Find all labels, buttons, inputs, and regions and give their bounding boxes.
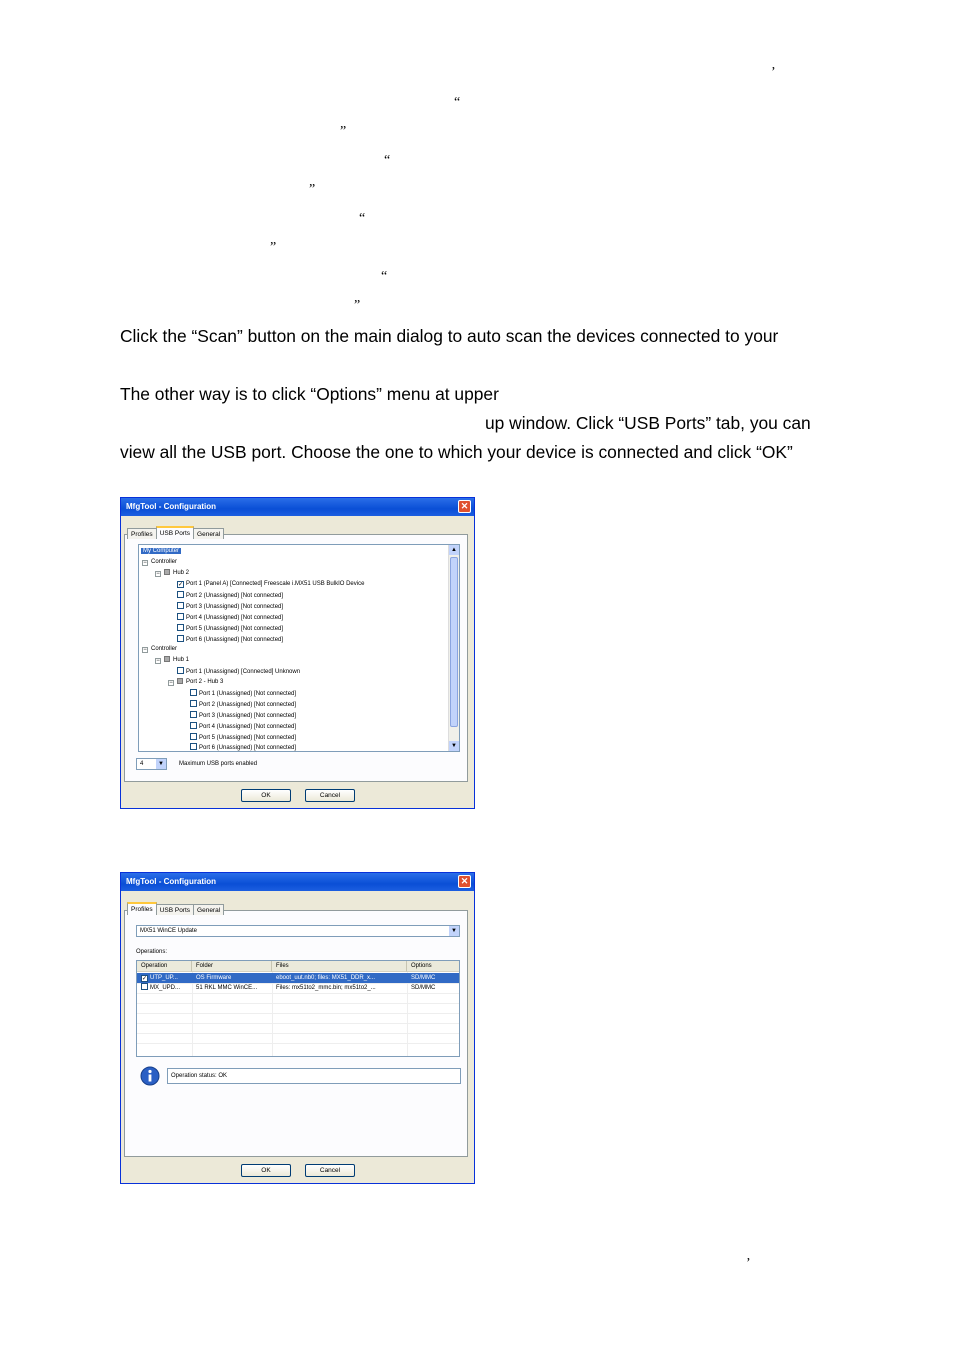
quote-mark: ”: [309, 182, 316, 197]
tab-strip: [127, 521, 223, 538]
checkbox-icon[interactable]: [177, 624, 184, 631]
checkbox-icon[interactable]: [190, 700, 197, 707]
max-ports-value: 4: [140, 761, 144, 767]
quote-mark: “: [381, 269, 388, 284]
scroll-thumb[interactable]: [450, 557, 458, 727]
tree-item-port[interactable]: ✓ Port 1 (Panel A) [Connected] Freescale i.MX51 USB BulkIO Device: [178, 581, 365, 588]
table-cell: SD/MMC: [411, 975, 436, 981]
hub-icon: [164, 569, 170, 575]
column-header[interactable]: Files: [272, 961, 407, 972]
ok-button[interactable]: OK: [241, 1164, 291, 1177]
paragraph-options: The other way is to click “Options” menu at upper: [120, 384, 499, 404]
tree-item-port[interactable]: Port 5 (Unassigned) [Not connected]: [177, 624, 283, 633]
close-icon[interactable]: ✕: [458, 500, 471, 513]
quote-mark: “: [454, 95, 461, 110]
tab-usb-ports[interactable]: USB Ports: [156, 904, 194, 915]
tree-item-port[interactable]: Port 3 (Unassigned) [Not connected]: [177, 602, 283, 611]
column-header[interactable]: Options: [407, 961, 460, 972]
tree-item-hub[interactable]: − Hub 2: [156, 570, 190, 577]
quote-mark: ”: [270, 240, 277, 255]
max-ports-label: Maximum USB ports enabled: [179, 761, 258, 767]
table-cell: OS Firmware: [196, 975, 232, 981]
tab-general[interactable]: General: [193, 904, 224, 915]
table-row[interactable]: ✓ UTP_UP...: [142, 975, 178, 982]
tab-usb-ports[interactable]: USB Ports: [156, 526, 194, 539]
column-header[interactable]: Operation: [137, 961, 192, 972]
collapse-icon[interactable]: −: [169, 680, 173, 686]
profile-select[interactable]: [136, 925, 460, 937]
tree-item-port[interactable]: Port 4 (Unassigned) [Not connected]: [177, 613, 283, 622]
hub-icon: [177, 678, 183, 684]
config-dialog-profiles: [120, 872, 475, 1184]
operations-label: Operations:: [136, 949, 168, 955]
tree-item-port[interactable]: Port 3 (Unassigned) [Not connected]: [190, 711, 296, 720]
tree-item-port[interactable]: Port 5 (Unassigned) [Not connected]: [190, 733, 296, 742]
tree-item-port[interactable]: Port 1 (Unassigned) [Connected] Unknown: [177, 667, 300, 676]
tree-item-port[interactable]: Port 4 (Unassigned) [Not connected]: [190, 722, 296, 731]
tab-general[interactable]: General: [193, 528, 224, 539]
tab-profiles[interactable]: Profiles: [127, 528, 157, 539]
checkbox-icon[interactable]: [177, 613, 184, 620]
quote-mark: ’: [746, 1256, 751, 1271]
checkbox-icon[interactable]: [177, 602, 184, 609]
operation-status-text: Operation status: OK: [171, 1073, 228, 1079]
operations-table[interactable]: [136, 960, 460, 1057]
checkbox-icon[interactable]: [190, 711, 197, 718]
checkbox-icon[interactable]: [177, 667, 184, 674]
checkbox-icon[interactable]: [190, 743, 197, 750]
quote-mark: ”: [340, 124, 347, 139]
paragraph-scan: Click the “Scan” button on the main dialog to auto scan the devices connected to your: [120, 326, 779, 346]
table-cell: SD/MMC: [411, 985, 436, 991]
tree-item-port[interactable]: Port 2 (Unassigned) [Not connected]: [190, 700, 296, 709]
quote-mark: ’: [771, 65, 776, 80]
profile-value: MX51 WinCE Update: [140, 928, 198, 934]
tree-item-port[interactable]: Port 6 (Unassigned) [Not connected]: [190, 743, 296, 752]
config-dialog-usb-ports: [120, 497, 475, 809]
cancel-button[interactable]: Cancel: [305, 789, 355, 802]
paragraph-view: view all the USB port. Choose the one to which your device is connected and click “OK”: [120, 442, 793, 462]
dialog-titlebar: [121, 873, 474, 891]
chevron-down-icon[interactable]: ▼: [449, 926, 459, 936]
tree-item-controller[interactable]: − Controller: [143, 559, 178, 566]
ok-button[interactable]: OK: [241, 789, 291, 802]
max-ports-select[interactable]: [136, 758, 167, 770]
dialog-title: MfgTool - Configuration: [126, 502, 217, 511]
collapse-icon[interactable]: −: [156, 571, 160, 577]
checkbox-icon[interactable]: [190, 733, 197, 740]
usb-port-tree[interactable]: [138, 544, 460, 752]
tree-item-hub[interactable]: − Port 2 - Hub 3: [169, 679, 224, 686]
table-cell: 51 RKL MMC WinCE...: [196, 985, 258, 991]
checkbox-icon[interactable]: [141, 983, 148, 990]
quote-mark: “: [359, 211, 366, 226]
table-cell: Files: mx51to2_mmc.bin; mx51to2_...: [276, 985, 376, 991]
tree-item-hub[interactable]: − Hub 1: [156, 657, 190, 664]
tree-item-port[interactable]: Port 2 (Unassigned) [Not connected]: [177, 591, 283, 600]
tree-item-port[interactable]: Port 6 (Unassigned) [Not connected]: [177, 635, 283, 644]
quote-mark: “: [384, 153, 391, 168]
tab-profiles[interactable]: Profiles: [127, 902, 157, 915]
column-header[interactable]: Folder: [192, 961, 272, 972]
checkbox-checked-icon[interactable]: ✓: [142, 976, 148, 982]
chevron-down-icon[interactable]: ▼: [156, 759, 166, 769]
collapse-icon[interactable]: −: [143, 647, 147, 653]
quote-mark: ”: [354, 298, 361, 313]
tree-item-my-computer[interactable]: My Computer: [143, 548, 180, 554]
scroll-down-icon[interactable]: ▼: [449, 741, 459, 751]
info-icon: [140, 1066, 160, 1086]
collapse-icon[interactable]: −: [143, 560, 147, 566]
dialog-title: MfgTool - Configuration: [126, 877, 217, 886]
tree-scrollbar[interactable]: [448, 545, 459, 751]
close-icon[interactable]: ✕: [458, 875, 471, 888]
checkbox-icon[interactable]: [190, 689, 197, 696]
tree-item-port[interactable]: Port 1 (Unassigned) [Not connected]: [190, 689, 296, 698]
checkbox-icon[interactable]: [177, 635, 184, 642]
table-cell: eboot_uut.nb0; files: MX51_DDR_x...: [276, 975, 376, 981]
cancel-button[interactable]: Cancel: [305, 1164, 355, 1177]
paragraph-popup: up window. Click “USB Ports” tab, you can: [485, 413, 811, 433]
tree-item-controller[interactable]: − Controller: [143, 646, 178, 653]
checkbox-checked-icon[interactable]: ✓: [178, 582, 184, 588]
dialog-titlebar: [121, 498, 474, 516]
tab-strip: [127, 897, 223, 914]
hub-icon: [164, 656, 170, 662]
operation-status-field: [167, 1068, 461, 1084]
scroll-up-icon[interactable]: ▲: [449, 545, 459, 555]
checkbox-icon[interactable]: [177, 591, 184, 598]
checkbox-icon[interactable]: [190, 722, 197, 729]
collapse-icon[interactable]: −: [156, 658, 160, 664]
table-row[interactable]: MX_UPD...: [137, 983, 192, 993]
